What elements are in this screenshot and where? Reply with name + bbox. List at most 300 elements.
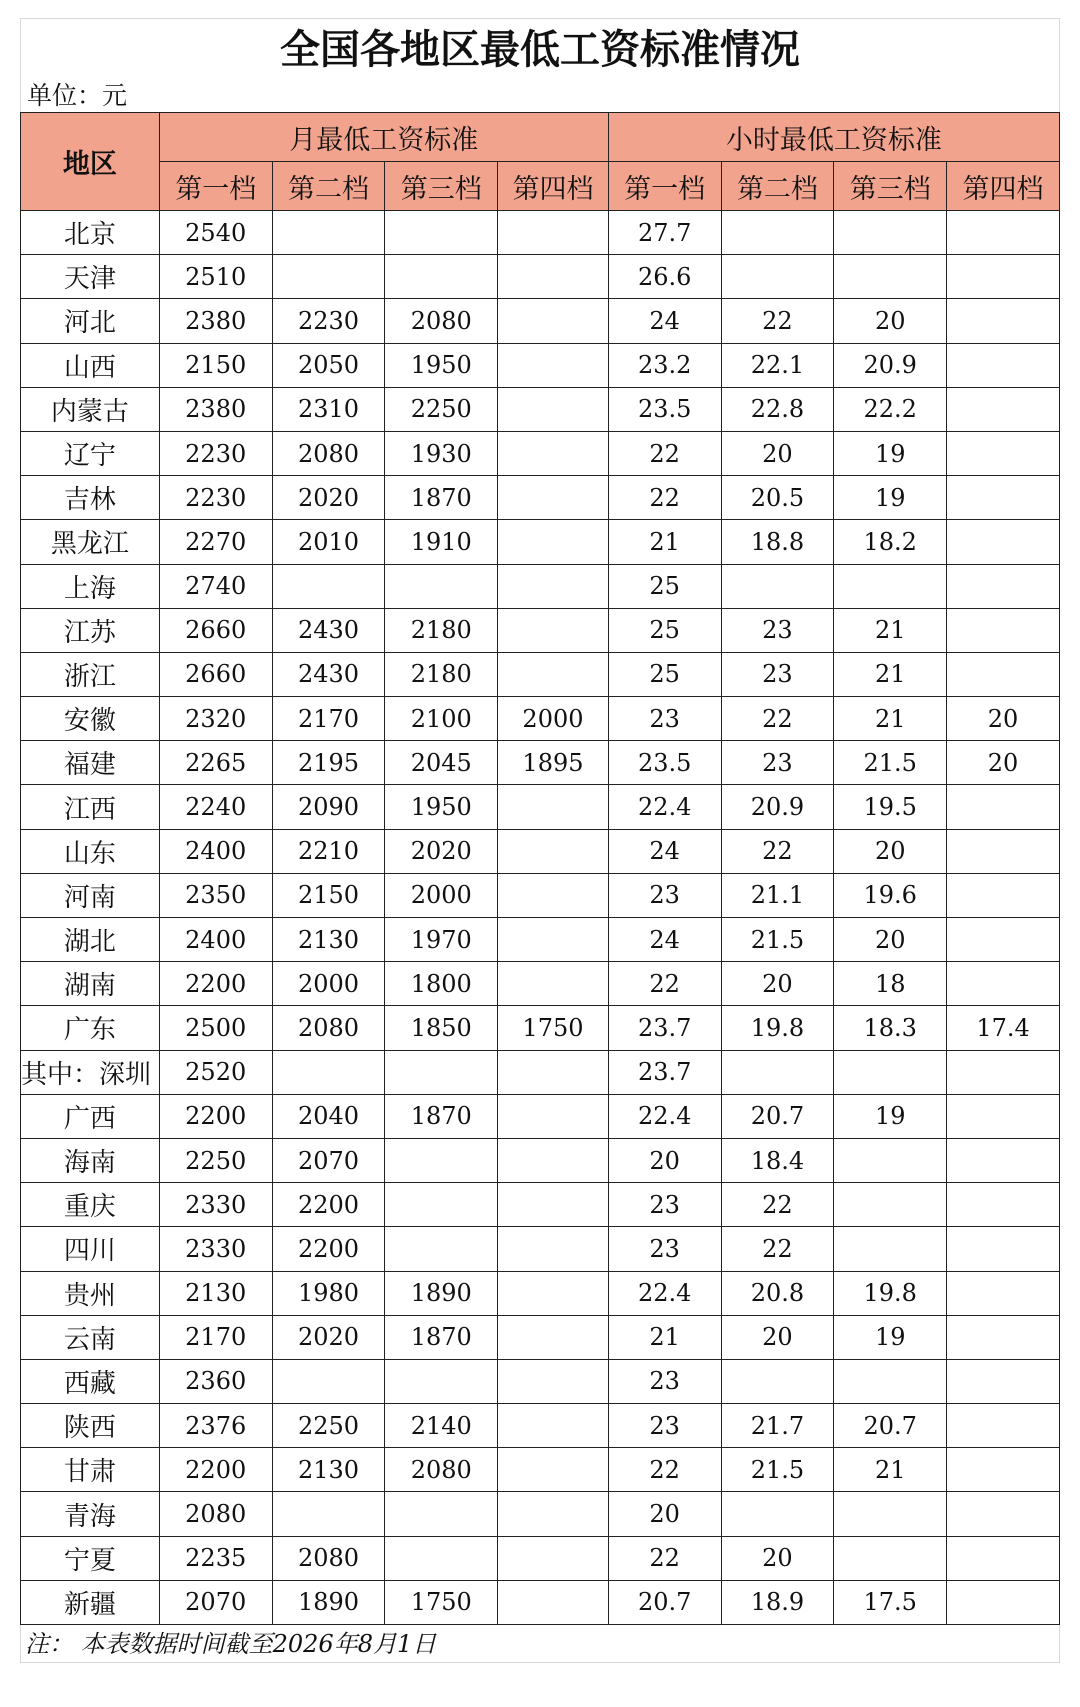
hourly-tier-2-cell: 18.4 <box>721 1138 834 1182</box>
monthly-tier-3-cell: 1950 <box>385 343 498 387</box>
hourly-tier-1-cell: 23.7 <box>608 1050 721 1094</box>
hourly-tier-1-cell: 25 <box>608 608 721 652</box>
monthly-tier-1-cell: 2510 <box>159 255 272 299</box>
table-row <box>21 1094 1060 1138</box>
monthly-tier-3-cell: 2000 <box>385 873 498 917</box>
monthly-tier-3-cell <box>385 1227 498 1271</box>
monthly-tier-1-cell: 2265 <box>159 741 272 785</box>
table-row <box>21 387 1060 431</box>
monthly-tier-3-cell: 2080 <box>385 299 498 343</box>
hourly-tier-1-cell: 23 <box>608 873 721 917</box>
hourly-tier-1-cell: 23 <box>608 1227 721 1271</box>
hourly-tier-2-cell: 23 <box>721 608 834 652</box>
region-cell: 宁夏 <box>21 1536 160 1580</box>
hourly-tier-2-cell: 20 <box>721 1536 834 1580</box>
monthly-tier-4-cell <box>498 918 609 962</box>
hourly-tier-1-cell: 22 <box>608 476 721 520</box>
monthly-tier-3-cell: 1850 <box>385 1006 498 1050</box>
monthly-tier-4-cell <box>498 962 609 1006</box>
hourly-tier-1-cell: 22.4 <box>608 1094 721 1138</box>
monthly-tier-3-cell <box>385 1359 498 1403</box>
hourly-tier-3-cell: 21.5 <box>834 741 947 785</box>
region-cell: 湖南 <box>21 962 160 1006</box>
hourly-tier-1-cell: 24 <box>608 299 721 343</box>
hourly-tier-2-cell <box>721 1492 834 1536</box>
table-row <box>21 697 1060 741</box>
hourly-tier-2-cell <box>721 1359 834 1403</box>
monthly-tier-4-cell <box>498 299 609 343</box>
monthly-tier-4-cell <box>498 785 609 829</box>
hourly-tier-3-cell: 21 <box>834 652 947 696</box>
monthly-tier-3-cell: 1800 <box>385 962 498 1006</box>
monthly-tier-4-cell <box>498 1094 609 1138</box>
monthly-tier-2-cell <box>272 564 385 608</box>
monthly-tier-4-cell <box>498 1536 609 1580</box>
monthly-tier-1-cell: 2350 <box>159 873 272 917</box>
hourly-tier-3-cell: 20 <box>834 918 947 962</box>
monthly-tier-4-cell <box>498 652 609 696</box>
region-cell: 天津 <box>21 255 160 299</box>
monthly-tier-2-cell: 2310 <box>272 387 385 431</box>
hourly-tier-2-cell: 21.5 <box>721 1448 834 1492</box>
monthly-tier-1-header: 第一档 <box>159 162 272 211</box>
monthly-tier-3-cell: 1870 <box>385 476 498 520</box>
monthly-tier-1-cell: 2380 <box>159 299 272 343</box>
monthly-tier-2-cell: 2150 <box>272 873 385 917</box>
spreadsheet <box>20 18 1060 1663</box>
table-row <box>21 1359 1060 1403</box>
monthly-tier-1-cell: 2270 <box>159 520 272 564</box>
monthly-tier-3-cell: 2080 <box>385 1448 498 1492</box>
hourly-tier-4-cell <box>947 829 1060 873</box>
table-row <box>21 1227 1060 1271</box>
hourly-tier-1-cell: 25 <box>608 564 721 608</box>
monthly-tier-1-cell: 2740 <box>159 564 272 608</box>
monthly-tier-2-cell <box>272 211 385 255</box>
monthly-tier-1-cell: 2360 <box>159 1359 272 1403</box>
table-row <box>21 255 1060 299</box>
hourly-tier-1-cell: 23 <box>608 697 721 741</box>
monthly-tier-3-cell <box>385 255 498 299</box>
monthly-tier-2-cell <box>272 1492 385 1536</box>
monthly-tier-3-cell: 1870 <box>385 1315 498 1359</box>
monthly-tier-3-header: 第三档 <box>385 162 498 211</box>
hourly-tier-4-cell <box>947 652 1060 696</box>
monthly-tier-2-cell: 2200 <box>272 1227 385 1271</box>
monthly-tier-3-cell <box>385 1492 498 1536</box>
hourly-tier-4-cell <box>947 608 1060 652</box>
monthly-tier-1-cell: 2200 <box>159 1094 272 1138</box>
monthly-tier-3-cell: 2180 <box>385 652 498 696</box>
hourly-tier-3-cell: 20 <box>834 829 947 873</box>
monthly-tier-3-cell: 1970 <box>385 918 498 962</box>
hourly-tier-2-cell <box>721 255 834 299</box>
hourly-tier-3-cell: 19.5 <box>834 785 947 829</box>
hourly-tier-2-cell: 22 <box>721 299 834 343</box>
region-cell: 新疆 <box>21 1580 160 1624</box>
hourly-tier-4-cell <box>947 1580 1060 1624</box>
region-cell: 青海 <box>21 1492 160 1536</box>
table-row <box>21 1050 1060 1094</box>
monthly-tier-2-cell: 2090 <box>272 785 385 829</box>
monthly-tier-3-cell <box>385 1138 498 1182</box>
monthly-tier-1-cell: 2376 <box>159 1404 272 1448</box>
hourly-tier-2-cell: 21.5 <box>721 918 834 962</box>
hourly-tier-1-cell: 22 <box>608 1536 721 1580</box>
table-row <box>21 962 1060 1006</box>
monthly-tier-1-cell: 2400 <box>159 829 272 873</box>
table-row <box>21 299 1060 343</box>
monthly-tier-4-cell <box>498 564 609 608</box>
monthly-tier-2-cell: 2430 <box>272 652 385 696</box>
hourly-tier-4-cell <box>947 387 1060 431</box>
monthly-tier-4-header: 第四档 <box>498 162 609 211</box>
hourly-tier-4-cell <box>947 1227 1060 1271</box>
hourly-tier-2-cell: 20 <box>721 962 834 1006</box>
table-row <box>21 741 1060 785</box>
hourly-tier-3-header: 第三档 <box>834 162 947 211</box>
hourly-tier-2-cell: 19.8 <box>721 1006 834 1050</box>
hourly-tier-4-cell <box>947 343 1060 387</box>
monthly-tier-2-cell: 1890 <box>272 1580 385 1624</box>
monthly-tier-2-cell: 2080 <box>272 431 385 475</box>
monthly-tier-4-cell <box>498 1315 609 1359</box>
monthly-tier-2-cell: 2040 <box>272 1094 385 1138</box>
monthly-tier-3-cell: 1930 <box>385 431 498 475</box>
hourly-tier-4-cell <box>947 1536 1060 1580</box>
region-cell: 江苏 <box>21 608 160 652</box>
region-header: 地区 <box>21 113 160 211</box>
hourly-tier-1-cell: 23.2 <box>608 343 721 387</box>
hourly-tier-4-cell <box>947 918 1060 962</box>
monthly-tier-2-cell <box>272 1359 385 1403</box>
hourly-tier-2-cell <box>721 564 834 608</box>
hourly-tier-4-cell <box>947 1094 1060 1138</box>
page-title: 全国各地区最低工资标准情况 <box>20 18 1060 80</box>
monthly-tier-2-header: 第二档 <box>272 162 385 211</box>
region-cell: 贵州 <box>21 1271 160 1315</box>
monthly-tier-2-cell: 2250 <box>272 1404 385 1448</box>
monthly-tier-2-cell: 2195 <box>272 741 385 785</box>
table-row <box>21 520 1060 564</box>
region-cell: 福建 <box>21 741 160 785</box>
monthly-tier-1-cell: 2130 <box>159 1271 272 1315</box>
table-row <box>21 829 1060 873</box>
hourly-tier-2-cell: 22 <box>721 697 834 741</box>
hourly-tier-2-cell: 22 <box>721 1227 834 1271</box>
hourly-tier-1-cell: 21 <box>608 1315 721 1359</box>
hourly-tier-3-cell <box>834 1359 947 1403</box>
hourly-tier-1-cell: 20.7 <box>608 1580 721 1624</box>
hourly-tier-3-cell: 20 <box>834 299 947 343</box>
hourly-tier-2-cell: 20.8 <box>721 1271 834 1315</box>
table-row <box>21 1315 1060 1359</box>
monthly-tier-1-cell: 2080 <box>159 1492 272 1536</box>
monthly-tier-4-cell <box>498 1183 609 1227</box>
hourly-tier-4-cell: 17.4 <box>947 1006 1060 1050</box>
hourly-tier-2-cell: 22.8 <box>721 387 834 431</box>
table-row <box>21 1492 1060 1536</box>
monthly-tier-4-cell <box>498 431 609 475</box>
monthly-tier-2-cell <box>272 255 385 299</box>
monthly-tier-1-cell: 2320 <box>159 697 272 741</box>
monthly-tier-2-cell: 2020 <box>272 476 385 520</box>
hourly-tier-3-cell <box>834 564 947 608</box>
hourly-tier-3-cell: 19 <box>834 476 947 520</box>
table-row <box>21 1006 1060 1050</box>
table-row <box>21 652 1060 696</box>
table-row <box>21 431 1060 475</box>
hourly-tier-3-cell <box>834 1536 947 1580</box>
hourly-tier-4-cell <box>947 1271 1060 1315</box>
region-cell: 安徽 <box>21 697 160 741</box>
region-cell: 辽宁 <box>21 431 160 475</box>
hourly-tier-4-cell <box>947 785 1060 829</box>
hourly-tier-3-cell: 19.8 <box>834 1271 947 1315</box>
hourly-tier-4-cell <box>947 255 1060 299</box>
hourly-tier-4-cell <box>947 1492 1060 1536</box>
region-cell: 上海 <box>21 564 160 608</box>
hourly-tier-4-cell <box>947 1315 1060 1359</box>
monthly-tier-1-cell: 2330 <box>159 1183 272 1227</box>
monthly-tier-4-cell <box>498 608 609 652</box>
hourly-tier-1-cell: 27.7 <box>608 211 721 255</box>
hourly-tier-2-cell: 20.5 <box>721 476 834 520</box>
region-cell: 广东 <box>21 1006 160 1050</box>
monthly-tier-1-cell: 2170 <box>159 1315 272 1359</box>
hourly-tier-1-cell: 23 <box>608 1404 721 1448</box>
hourly-tier-3-cell: 21 <box>834 697 947 741</box>
hourly-tier-2-cell: 21.7 <box>721 1404 834 1448</box>
hourly-tier-4-cell <box>947 1448 1060 1492</box>
monthly-tier-1-cell: 2235 <box>159 1536 272 1580</box>
hourly-tier-2-cell: 21.1 <box>721 873 834 917</box>
monthly-tier-4-cell <box>498 873 609 917</box>
hourly-tier-3-cell <box>834 255 947 299</box>
hourly-tier-4-cell <box>947 431 1060 475</box>
region-cell: 山西 <box>21 343 160 387</box>
monthly-tier-4-cell <box>498 1492 609 1536</box>
monthly-tier-2-cell <box>272 1050 385 1094</box>
monthly-tier-4-cell <box>498 829 609 873</box>
monthly-tier-4-cell <box>498 476 609 520</box>
hourly-tier-2-cell: 18.9 <box>721 1580 834 1624</box>
monthly-tier-1-cell: 2660 <box>159 608 272 652</box>
region-cell: 黑龙江 <box>21 520 160 564</box>
monthly-tier-2-cell: 1980 <box>272 1271 385 1315</box>
hourly-tier-2-cell: 22.1 <box>721 343 834 387</box>
hourly-tier-3-cell <box>834 1227 947 1271</box>
monthly-tier-4-cell <box>498 1227 609 1271</box>
table-row <box>21 564 1060 608</box>
hourly-tier-3-cell <box>834 1050 947 1094</box>
monthly-tier-4-cell <box>498 1138 609 1182</box>
monthly-tier-2-cell: 2210 <box>272 829 385 873</box>
monthly-tier-1-cell: 2200 <box>159 1448 272 1492</box>
monthly-tier-4-cell: 1895 <box>498 741 609 785</box>
monthly-tier-4-cell <box>498 1359 609 1403</box>
table-row <box>21 1580 1060 1624</box>
region-cell: 四川 <box>21 1227 160 1271</box>
hourly-tier-4-cell <box>947 299 1060 343</box>
region-cell: 浙江 <box>21 652 160 696</box>
hourly-tier-4-cell <box>947 962 1060 1006</box>
hourly-tier-3-cell <box>834 211 947 255</box>
table-row <box>21 1536 1060 1580</box>
monthly-tier-3-cell <box>385 1536 498 1580</box>
monthly-tier-4-cell <box>498 1050 609 1094</box>
hourly-tier-3-cell: 17.5 <box>834 1580 947 1624</box>
hourly-tier-4-cell <box>947 1050 1060 1094</box>
monthly-tier-1-cell: 2200 <box>159 962 272 1006</box>
region-cell: 陕西 <box>21 1404 160 1448</box>
region-cell: 重庆 <box>21 1183 160 1227</box>
hourly-tier-4-cell <box>947 873 1060 917</box>
unit-label: 单位：元 <box>20 80 1060 112</box>
hourly-tier-3-cell: 18.2 <box>834 520 947 564</box>
hourly-tier-3-cell: 20.9 <box>834 343 947 387</box>
monthly-tier-2-cell: 2020 <box>272 1315 385 1359</box>
monthly-group-header: 月最低工资标准 <box>159 113 608 162</box>
hourly-tier-1-cell: 22.4 <box>608 785 721 829</box>
hourly-tier-3-cell <box>834 1138 947 1182</box>
monthly-tier-4-cell: 1750 <box>498 1006 609 1050</box>
table-row <box>21 343 1060 387</box>
hourly-tier-3-cell <box>834 1492 947 1536</box>
monthly-tier-1-cell: 2230 <box>159 476 272 520</box>
hourly-tier-1-cell: 23.5 <box>608 741 721 785</box>
region-cell: 海南 <box>21 1138 160 1182</box>
monthly-tier-2-cell: 2130 <box>272 918 385 962</box>
monthly-tier-3-cell: 2250 <box>385 387 498 431</box>
monthly-tier-1-cell: 2500 <box>159 1006 272 1050</box>
footnote: 注： 本表数据时间截至2026年8月1日 <box>20 1625 1060 1663</box>
hourly-tier-2-cell: 20.7 <box>721 1094 834 1138</box>
hourly-tier-2-cell: 22 <box>721 1183 834 1227</box>
table-row <box>21 211 1060 255</box>
hourly-tier-2-cell: 18.8 <box>721 520 834 564</box>
hourly-tier-3-cell: 21 <box>834 1448 947 1492</box>
region-cell: 内蒙古 <box>21 387 160 431</box>
monthly-tier-4-cell <box>498 1448 609 1492</box>
monthly-tier-2-cell: 2050 <box>272 343 385 387</box>
hourly-tier-3-cell: 22.2 <box>834 387 947 431</box>
hourly-tier-4-cell: 20 <box>947 697 1060 741</box>
monthly-tier-3-cell: 1750 <box>385 1580 498 1624</box>
monthly-tier-4-cell <box>498 1580 609 1624</box>
monthly-tier-2-cell: 2070 <box>272 1138 385 1182</box>
region-cell: 河北 <box>21 299 160 343</box>
monthly-tier-3-cell: 1950 <box>385 785 498 829</box>
hourly-tier-3-cell: 19.6 <box>834 873 947 917</box>
region-cell: 河南 <box>21 873 160 917</box>
monthly-tier-3-cell: 2020 <box>385 829 498 873</box>
hourly-tier-1-cell: 25 <box>608 652 721 696</box>
hourly-tier-1-header: 第一档 <box>608 162 721 211</box>
monthly-tier-3-cell <box>385 211 498 255</box>
hourly-tier-3-cell: 20.7 <box>834 1404 947 1448</box>
hourly-tier-1-cell: 24 <box>608 829 721 873</box>
monthly-tier-3-cell: 2140 <box>385 1404 498 1448</box>
region-cell: 北京 <box>21 211 160 255</box>
monthly-tier-2-cell: 2080 <box>272 1536 385 1580</box>
table-row <box>21 476 1060 520</box>
monthly-tier-3-cell: 2045 <box>385 741 498 785</box>
table-row <box>21 1183 1060 1227</box>
monthly-tier-2-cell: 2200 <box>272 1183 385 1227</box>
hourly-tier-2-cell: 23 <box>721 741 834 785</box>
monthly-tier-4-cell <box>498 387 609 431</box>
table-row <box>21 1404 1060 1448</box>
monthly-tier-3-cell: 1870 <box>385 1094 498 1138</box>
monthly-tier-2-cell: 2000 <box>272 962 385 1006</box>
hourly-tier-2-header: 第二档 <box>721 162 834 211</box>
monthly-tier-3-cell <box>385 564 498 608</box>
table-row <box>21 608 1060 652</box>
hourly-tier-4-cell <box>947 1138 1060 1182</box>
monthly-tier-2-cell: 2130 <box>272 1448 385 1492</box>
region-cell: 广西 <box>21 1094 160 1138</box>
hourly-tier-2-cell: 23 <box>721 652 834 696</box>
region-cell: 吉林 <box>21 476 160 520</box>
hourly-tier-3-cell: 19 <box>834 1315 947 1359</box>
monthly-tier-4-cell: 2000 <box>498 697 609 741</box>
table-row <box>21 1271 1060 1315</box>
hourly-tier-2-cell: 22 <box>721 829 834 873</box>
monthly-tier-4-cell <box>498 1271 609 1315</box>
monthly-tier-2-cell: 2080 <box>272 1006 385 1050</box>
monthly-tier-1-cell: 2070 <box>159 1580 272 1624</box>
hourly-tier-3-cell: 18 <box>834 962 947 1006</box>
monthly-tier-3-cell: 2100 <box>385 697 498 741</box>
region-cell: 江西 <box>21 785 160 829</box>
hourly-tier-4-cell <box>947 1404 1060 1448</box>
monthly-tier-1-cell: 2660 <box>159 652 272 696</box>
monthly-tier-1-cell: 2540 <box>159 211 272 255</box>
monthly-tier-1-cell: 2250 <box>159 1138 272 1182</box>
hourly-tier-4-cell <box>947 564 1060 608</box>
monthly-tier-2-cell: 2170 <box>272 697 385 741</box>
region-cell: 西藏 <box>21 1359 160 1403</box>
region-cell: 山东 <box>21 829 160 873</box>
hourly-tier-2-cell <box>721 211 834 255</box>
hourly-tier-1-cell: 21 <box>608 520 721 564</box>
monthly-tier-3-cell: 1910 <box>385 520 498 564</box>
table-row <box>21 785 1060 829</box>
table-row <box>21 1138 1060 1182</box>
monthly-tier-3-cell: 1890 <box>385 1271 498 1315</box>
hourly-tier-4-cell: 20 <box>947 741 1060 785</box>
hourly-tier-3-cell: 18.3 <box>834 1006 947 1050</box>
monthly-tier-1-cell: 2150 <box>159 343 272 387</box>
hourly-tier-1-cell: 22.4 <box>608 1271 721 1315</box>
monthly-tier-2-cell: 2430 <box>272 608 385 652</box>
monthly-tier-1-cell: 2400 <box>159 918 272 962</box>
hourly-tier-4-cell <box>947 520 1060 564</box>
region-cell: 云南 <box>21 1315 160 1359</box>
monthly-tier-1-cell: 2240 <box>159 785 272 829</box>
monthly-tier-3-cell: 2180 <box>385 608 498 652</box>
hourly-tier-3-cell: 19 <box>834 1094 947 1138</box>
wage-table <box>20 112 1060 1625</box>
monthly-tier-1-cell: 2380 <box>159 387 272 431</box>
hourly-tier-1-cell: 22 <box>608 1448 721 1492</box>
monthly-tier-4-cell <box>498 343 609 387</box>
table-row <box>21 873 1060 917</box>
monthly-tier-3-cell <box>385 1183 498 1227</box>
monthly-tier-1-cell: 2230 <box>159 431 272 475</box>
region-cell: 湖北 <box>21 918 160 962</box>
